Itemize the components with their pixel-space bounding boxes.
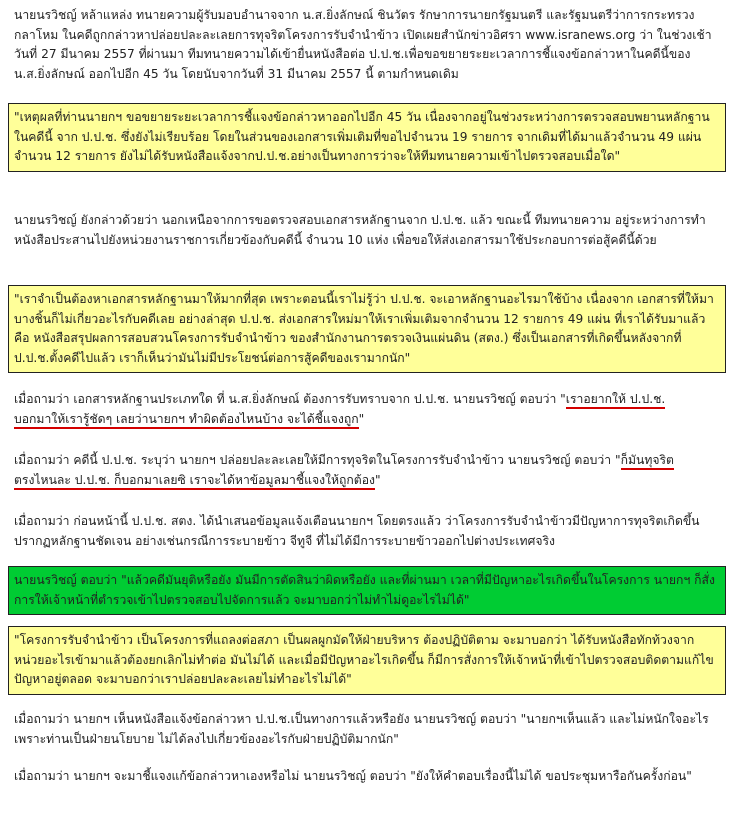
paragraph-text: เมื่อถามว่า ก่อนหน้านี้ ป.ป.ช. สตง. ได้นำเสนอข้อมูลแจ้งเตือนนายกฯ โดยตรงแล้ว ว่าโครงการรับจำนำข้าวมีปัญหาการทุจริตเกิดขึ้น ปรากฏหลักฐานชัดเจน อย่างเช่นกรณีการระบายข้าว จีทูจี ที่ไม่ได้มีการระบายข้าวออกไปต่างประเทศจริง [14, 514, 700, 548]
quote-text: "เราจำเป็นต้องหาเอกสารหลักฐานมาให้มากที่สุด เพราะตอนนี้เราไม่รู้ว่า ป.ป.ช. จะเอาหลักฐานอะไรมาใช้บ้าง เนื่องจาก เอกสารที่ให้มาบางชิ้นก็ไม่เกี่ยวอะไรกับคดีเลย อย่างล่าสุด ป.ป.ช. ส่งเอกสารใหม่มาให้เราเพิ่มเติมจากจำนวน 12 รายการ 49 แผ่น ที่เราได้รับมาแล้ว คือ หนังสือสรุปผลการสอบสวนโครงการรับจำนำข้าว ของสำนักงานการตรวจเงินแผ่นดิน (สตง.) ซึ่งเป็นเอกสารที่เกิดขึ้นหลังจากที่ ป.ป.ช.ตั้งคดีไปแล้ว เราก็เห็นว่ามันไม่มีประโยชน์ต่อการสู้คดีของเรามากนัก" [14, 292, 714, 365]
article-paragraph-2 [10, 211, 730, 250]
answer-text: นายนรวิชญ์ ตอบว่า "แล้วคดีมันยุติหรือยัง มันมีการตัดสินว่าผิดหรือยัง และที่ผ่านมา เวลาที่มีปัญหาอะไรเกิดขึ้นในโครงการ นายกฯ ก็สั่งการให้เจ้าหน้าที่ตำรวจเข้าไปตรวจสอบไปจัดการแล้ว จะมาบอกว่าไม่ทำไม่ดูอะไรไม่ได้" [14, 573, 715, 607]
paragraph-text: เมื่อถามว่า นายกฯ เห็นหนังสือแจ้งข้อกล่าวหา ป.ป.ช.เป็นทางการแล้วหรือยัง นายนรวิชญ์ ตอบว่า "นายกฯเห็นแล้ว และไม่หนักใจอะไร เพราะท่านเป็นฝ่ายนโยบาย ไม่ได้ลงไปเกี่ยวข้องอะไรกับฝ่ายปฏิบัติมากนัก" [14, 712, 709, 746]
quote-close: " [375, 472, 381, 487]
highlight-quote-1 [8, 103, 726, 172]
article-paragraph-5 [10, 512, 730, 551]
quote-text: "โครงการรับจำนำข้าว เป็นโครงการที่แถลงต่อสภา เป็นผลผูกมัดให้ฝ่ายบริหาร ต้องปฏิบัติตาม จะมาบอกว่า ได้รับหนังสือทักท้วงจากหน่วยอะไรเข้ามาแล้วต้องยกเลิกไม่ทำต่อ มันไม่ได้ และเมื่อมีปัญหาอะไรเกิดขึ้น ก็มีการสั่งการให้เจ้าหน้าที่เข้าไปตรวจสอบติดตามแก้ไขปัญหาอยู่ตลอด จะมาบอกว่าเราปล่อยปละละเลยไม่ทำอะไรไม่ได้" [14, 633, 714, 686]
underlined-answer-part-2: บอกมาให้เรารู้ชัดๆ เลยว่านายกฯ ทำผิดต้องไหนบ้าง จะได้ชี้แจงถูก [14, 412, 359, 429]
underlined-answer-part-1: เราอยากให้ ป.ป.ช. [566, 392, 665, 409]
underlined-answer-part-1: ก็มันทุจริต [621, 453, 674, 470]
highlight-answer-green [8, 566, 726, 615]
quote-close: " [358, 411, 365, 426]
highlight-quote-3 [8, 626, 726, 695]
question-text: เมื่อถามว่า เอกสารหลักฐานประเภทใด ที่ น.ส.ยิ่งลักษณ์ ต้องการรับทราบจาก ป.ป.ช. นายนรวิชญ์ ตอบว่า " [14, 392, 566, 406]
paragraph-text: นายนรวิชญ์ ยังกล่าวด้วยว่า นอกเหนือจากการขอตรวจสอบเอกสารหลักฐานจาก ป.ป.ช. แล้ว ขณะนี้ ทีมทนายความ อยู่ระหว่างการทำหนังสือประสานไปยังหน่วยงานราชการเกี่ยวข้องกับคดีนี้ จำนวน 10 แห่ง เพื่อขอให้ส่งเอกสารมาใช้ประกอบการต่อสู้คดีนี้ด้วย [14, 213, 706, 247]
article-paragraph-intro [10, 6, 730, 84]
paragraph-text: เมื่อถามว่า นายกฯ จะมาชี้แจงแก้ข้อกล่าวหาเองหรือไม่ นายนรวิชญ์ ตอบว่า "ยังให้คำตอบเรื่องนี้ไม่ได้ ขอประชุมหารือกันครั้งก่อน" [14, 769, 692, 783]
highlight-quote-2 [8, 285, 726, 373]
article-paragraph-4 [10, 451, 730, 490]
question-text: เมื่อถามว่า คดีนี้ ป.ป.ช. ระบุว่า นายกฯ ปล่อยปละละเลยให้มีการทุจริตในโครงการรับจำนำข้าว นายนรวิชญ์ ตอบว่า " [14, 453, 621, 467]
article-paragraph-3 [10, 390, 730, 429]
underlined-answer-part-2: ตรงไหนละ ป.ป.ช. ก็บอกมาเลยซิ เราจะได้หาข้อมูลมาชี้แจงให้ถูกต้อง [14, 473, 375, 490]
article-paragraph-7 [10, 767, 730, 787]
paragraph-text: นายนรวิชญ์ หล้าแหล่ง ทนายความผู้รับมอบอำนาจจาก น.ส.ยิ่งลักษณ์ ชินวัตร รักษาการนายกรัฐมนตรี และรัฐมนตรีว่าการกระทรวงกลาโหม ในคดีถูกกล่าวหาปล่อยปละละเลยการทุจริตโครงการรับจำนำข้าว เปิดเผยสำนักข่าวอิศรา www.isranews.org ว่า ในช่วงเช้าวันที่ 27 มีนาคม 2557 ที่ผ่านมา ทีมทนายความได้เข้ายื่นหนังสือต่อ ป.ป.ช.เพื่อขอขยายระยะเวลาการชี้แจงข้อกล่าวหาในคดีนี้ของ น.ส.ยิ่งลักษณ์ ออกไปอีก 45 วัน โดยนับจากวันที่ 31 มีนาคม 2557 นี้ ตามกำหนดเดิม [14, 8, 712, 81]
article-paragraph-6 [10, 710, 730, 749]
quote-text: "เหตุผลที่ท่านนายกฯ ขอขยายระยะเวลาการชี้แจงข้อกล่าวหาออกไปอีก 45 วัน เนื่องจากอยู่ในช่วงระหว่างการตรวจสอบพยานหลักฐานในคดีนี้ จาก ป.ป.ช. ซึ่งยังไม่เรียบร้อย โดยในส่วนของเอกสารเพิ่มเติมที่ขอไปจำนวน 19 รายการ จากเดิมที่ได้มาแล้วจำนวน 49 แผ่น จำนวน 12 รายการ ยังไม่ได้รับหนังสือแจ้งจากป.ป.ช.อย่างเป็นทางการว่าจะให้ทีมทนายความเข้าไปตรวจสอบเมื่อใด" [14, 110, 710, 163]
